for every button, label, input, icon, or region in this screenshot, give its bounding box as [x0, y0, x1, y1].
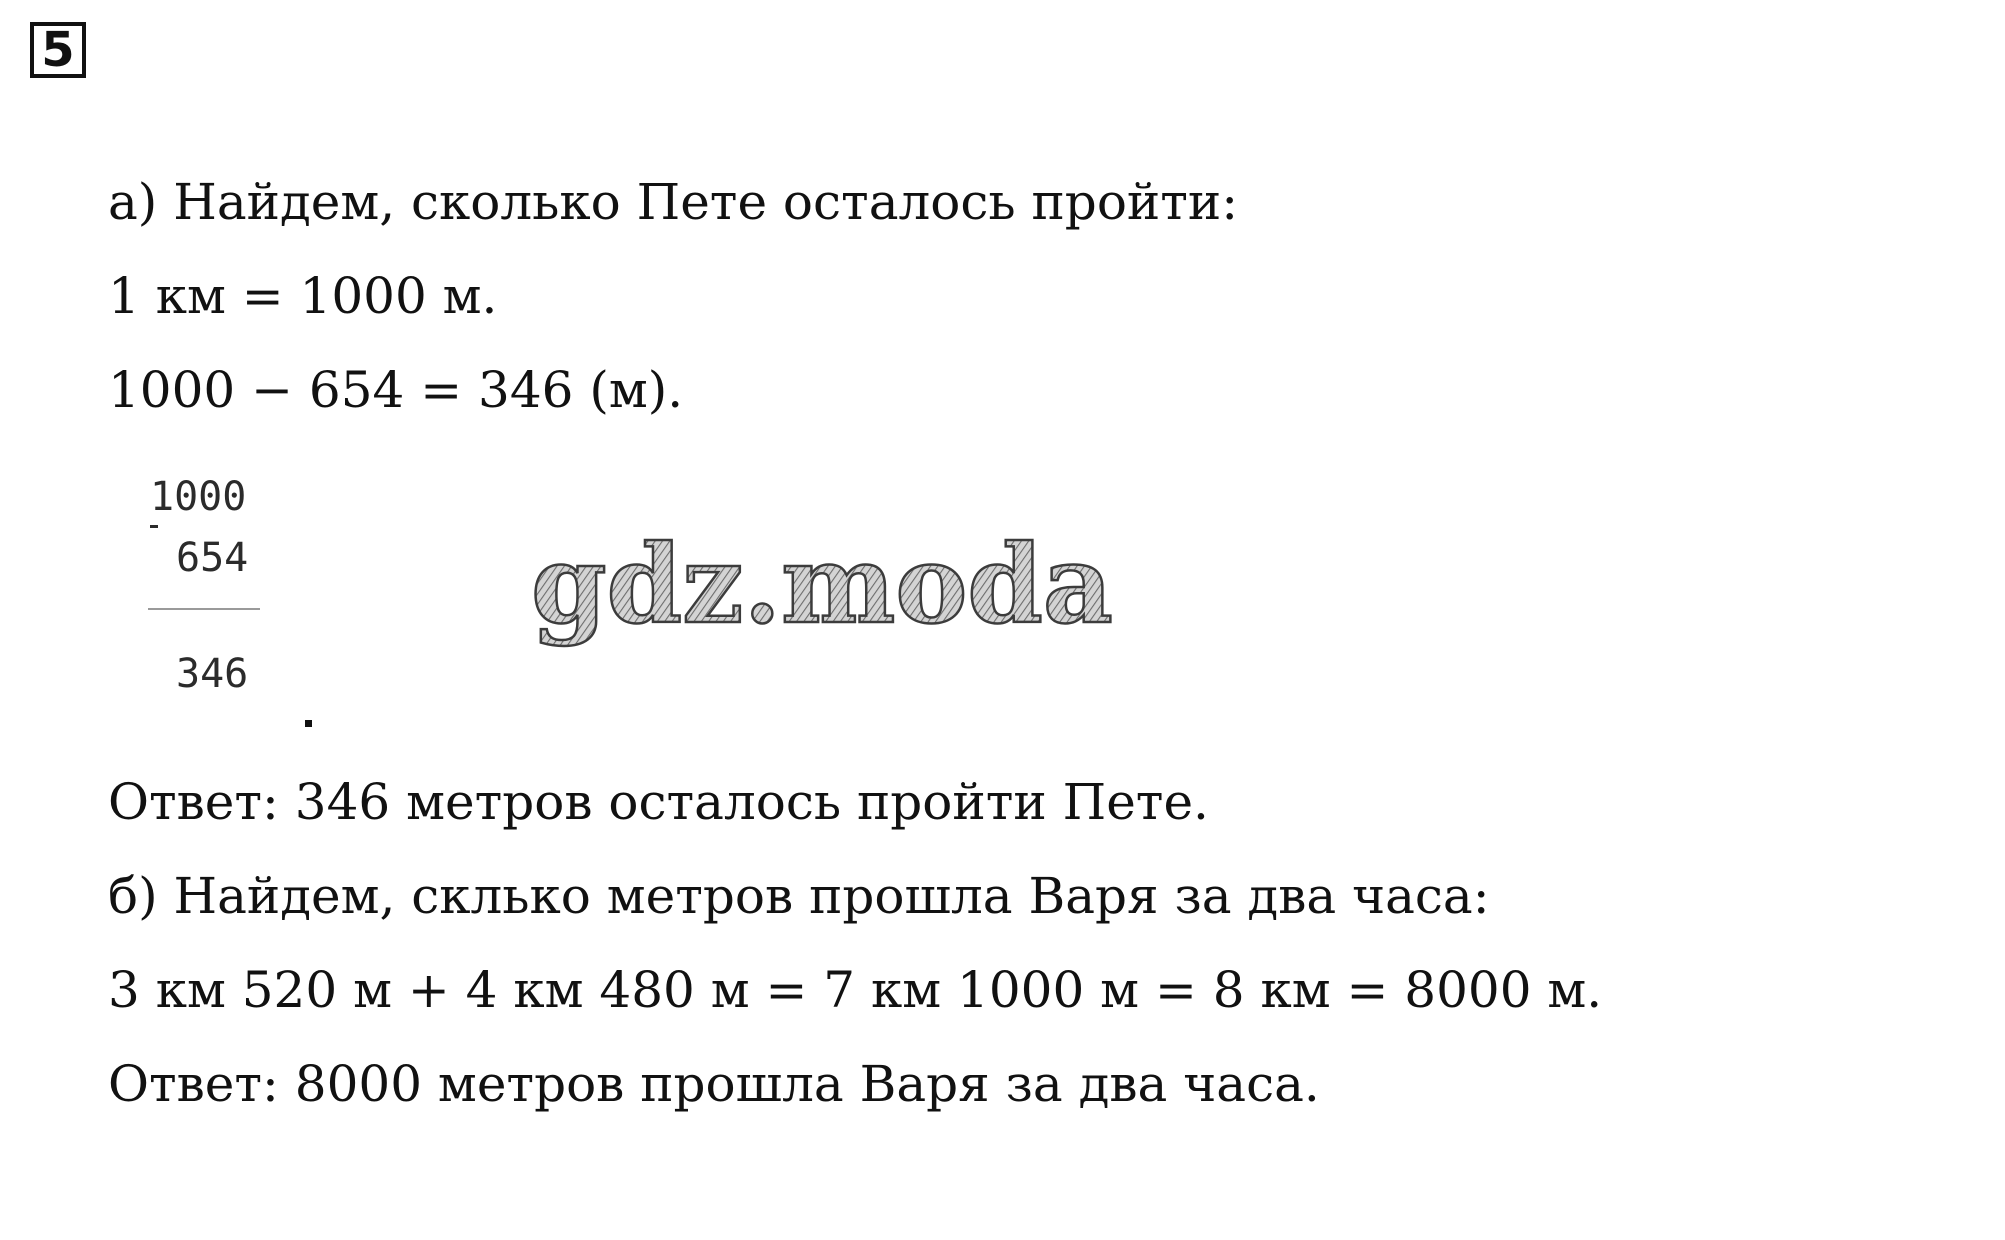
answer-b: Ответ: 8000 метров прошла Варя за два часа.: [108, 1055, 1320, 1113]
watermark-text: gdz.moda: [531, 522, 1113, 648]
conversion-line: 1 км = 1000 м.: [108, 267, 498, 325]
solution-line-b-intro: б) Найдем, скльк​о метров прошла Варя за два часа:: [108, 867, 1490, 925]
task-number-badge: 5: [30, 22, 86, 78]
minuend: 1000: [150, 474, 247, 520]
period-dot: [305, 720, 312, 727]
solution-line-a-intro: а) Найдем, сколько Пете осталось пройти:: [108, 173, 1239, 231]
minus-sign: [150, 525, 158, 528]
subtrahend: 654: [176, 535, 249, 581]
subtraction-equation: 1000 − 654 = 346 (м).: [108, 361, 684, 419]
addition-equation: 3 км 520 м + 4 км 480 м = 7 км 1000 м = 8 км = 8000 м.: [108, 961, 1603, 1019]
calc-rule: [148, 608, 260, 610]
difference: 346: [176, 651, 249, 697]
watermark-logo: [530, 520, 1115, 660]
answer-a: Ответ: 346 метров осталось пройти Пете.: [108, 773, 1209, 831]
